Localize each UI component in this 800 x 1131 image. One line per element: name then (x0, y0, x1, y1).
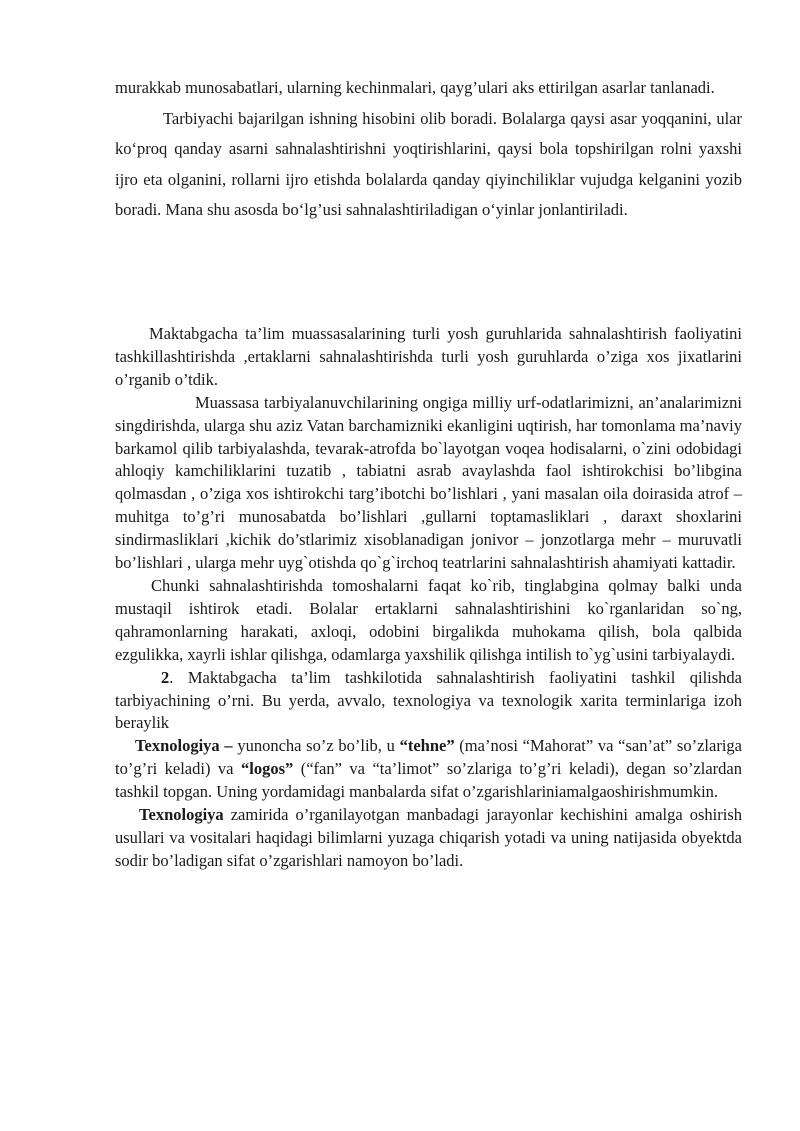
paragraph-maktabgacha: Maktabgacha ta’lim muassasalarining turli yosh guruhlarida sahnalashtirish faoliyatini tashkillashtirishda ,ertaklarni sahnalashtirishda turli yosh guruhlarda o’ziga xos jixatlarini o’rganib o’tdik. (115, 324, 742, 389)
section-main (115, 323, 742, 873)
paragraph-section-2 (115, 667, 742, 736)
term-texnologiya-2: Texnologiya (139, 805, 224, 825)
section-intro (115, 73, 742, 226)
definition-text-c: (“fan” va “ta’limot” so’zlariga to’g’ri keladi), degan so’zlardan tashkil topgan. Uning yordamidagi manbalarda sifat o’zgarishlariniamalgaoshirishmumkin. (115, 759, 742, 802)
term-texnologiya: Texnologiya – (135, 736, 233, 756)
paragraph-muassasa: Muassasa tarbiyalanuvchilarining ongiga milliy urf-odatlarimizni, an’analarimizni singdirishda, ularga shu aziz Vatan barchamizniki ekanligini uqtirish, har tomonlama ma’naviy barkamol qilib tarbiyalashda, tevarak-atrofda bo`layotgan voqea hodisalarni, o`zini odobidagi ahloqiy kamchiliklarini tuzatib , tabiatni asrab avaylashda faol ishtirokchisi bo’libgina qolmasdan , o’ziga xos ishtirokchi targ’ibotchi bo’lishlari , yani masalan oila doirasida atrof – muhitga to’g’ri munosabatda bo’lishlari ,gullarni toptamasliklari , daraxt shoxlarini sindirmasliklari ,kichik do’stlarimiz xisoblanadigan jonivor – jonzotlarga mehr – muruvatli bo’lishlari , ularga mehr uyg`otishda qo`g`irchoq teatrlarini sahnalashtirish ahamiyati kattadir. (115, 392, 742, 573)
paragraph-texnologiya-zamirida (115, 804, 742, 873)
paragraph-texnologiya-definition (115, 735, 742, 804)
section-heading-text: . Maktabgacha ta’lim tashkilotida sahnalashtirish faoliyatini tashkil qilishda tarbiyachining o’rni. Bu yerda, avvalo, texnologiya va texnologik xarita terminlariga izoh beraylik (115, 667, 742, 733)
paragraph-tarbiyachi: Tarbiyachi bajarilgan ishning hisobini olib boradi. Bolalarga qaysi asar yoqqanini, ular ko‘proq qanday asarni sahnalashtirishni yoqtirishlarini, qaysi bola topshirilgan rolni yaxshi ijro eta olganini, rollarni ijro etishda bolalarda qanday qiyinchiliklar vujudga kelganini yozib boradi. Mana shu asosda bo‘lg’usi sahnalashtiriladigan o‘yinlar jonlantiriladi. (115, 108, 742, 219)
definition-text-b: (ma’nosi “Mahorat” va “san’at” so’zlariga to’g’ri keladi) va (115, 736, 742, 779)
paragraph-asarlar: murakkab munosabatlari, ularning kechinmalari, qayg’ulari aks ettirilgan asarlar tanlanadi. (115, 78, 715, 97)
term-tehne: “tehne” (399, 736, 455, 756)
definition-text-a: yunoncha so’z bo’lib, u (232, 736, 400, 756)
section-number: 2 (161, 667, 170, 687)
zamirida-text: zamirida o’rganilayotgan manbadagi jarayonlar kechishini amalga oshirish usullari va vositalari haqidagi bilimlarni yuzaga chiqarish yotadi va uning natijasida obyektda sodir bo’ladigan sifat o’zgarishlari namoyon bo’ladi. (115, 805, 742, 870)
paragraph-chunki: Chunki sahnalashtirishda tomoshalarni faqat ko`rib, tinglabgina qolmay balki unda mustaqil ishtirok etadi. Bolalar ertaklarni sahnalashtirishini ko`rganlaridan so`ng, qahramonlarning harakati, axloqi, odobini birgalikda muhokama qilish, bola qalbida ezgulikka, xayrli ishlar qilishga, odamlarga yaxshilik qilishga intilish to`yg`usini tarbiyalaydi. (115, 575, 742, 664)
term-logos: “logos” (240, 759, 294, 779)
